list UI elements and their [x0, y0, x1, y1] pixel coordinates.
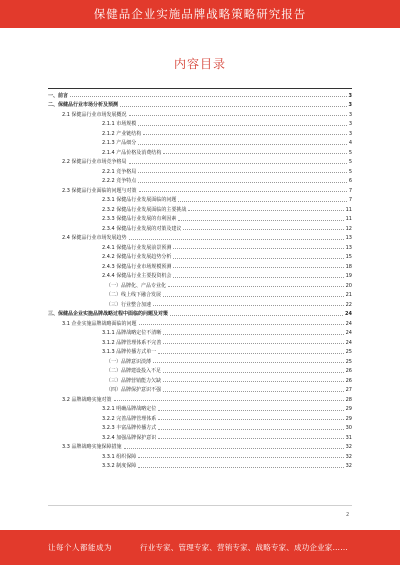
- toc-entry-page: 6: [348, 178, 352, 184]
- toc-entry-label: 2.2.1 竞争格局: [102, 168, 137, 175]
- toc-entry-page: 3: [348, 121, 352, 127]
- toc-entry-label: 2.3.1 保健品行业发展面临的问题: [102, 197, 177, 203]
- toc-leader-dots: [153, 305, 344, 306]
- toc-entry-label: （一）品牌意识淡薄: [106, 358, 152, 365]
- toc-entry-page: 29: [345, 415, 352, 422]
- toc-entry[interactable]: [48, 298, 352, 308]
- toc-entry[interactable]: [48, 184, 352, 194]
- toc-entry[interactable]: [48, 127, 352, 137]
- toc-entry-page: 24: [345, 339, 352, 346]
- toc-leader-dots: [139, 191, 347, 192]
- toc-title: 内容目录: [173, 57, 226, 71]
- toc-entry[interactable]: [48, 393, 352, 403]
- toc-entry-label: 2.1 保健品行业市场发展概况: [62, 111, 127, 118]
- toc-leader-dots: [163, 391, 344, 392]
- toc-entry-label: 二、保健品行业市场分析及预测: [48, 102, 119, 108]
- toc-entry[interactable]: [48, 260, 352, 270]
- toc-entry-page: 11: [345, 216, 352, 222]
- table-of-contents: [48, 89, 352, 469]
- toc-entry-page: 18: [345, 263, 352, 270]
- page-divider: [48, 505, 352, 506]
- toc-entry-page: 20: [345, 282, 352, 289]
- toc-leader-dots: [158, 429, 343, 430]
- toc-entry-label: 3.1.1 品牌战略定位不清晰: [102, 330, 162, 336]
- toc-entry-label: 2.4 保健品行业市场发展趋势: [62, 235, 127, 241]
- toc-entry[interactable]: [48, 308, 352, 318]
- toc-entry-page: 25: [345, 349, 352, 355]
- toc-entry-label: 2.3.4 保健品行业发展的对策及建议: [102, 225, 182, 232]
- toc-entry-label: 3.1.3 品牌传播方式单一: [102, 349, 157, 355]
- toc-entry-page: 25: [345, 358, 352, 365]
- toc-entry-page: 26: [345, 368, 352, 374]
- toc-entry[interactable]: [48, 222, 352, 232]
- toc-entry[interactable]: [48, 412, 352, 422]
- toc-leader-dots: [139, 324, 344, 325]
- toc-leader-dots: [129, 115, 347, 116]
- toc-entry-page: 24: [345, 311, 352, 317]
- toc-leader-dots: [163, 372, 344, 373]
- toc-leader-dots: [129, 239, 344, 240]
- page-header: [0, 0, 400, 28]
- toc-entry-page: 3: [348, 92, 352, 99]
- toc-entry-page: 30: [345, 425, 352, 431]
- toc-leader-dots: [163, 334, 343, 335]
- toc-entry[interactable]: [48, 89, 352, 99]
- toc-leader-dots: [129, 163, 347, 164]
- toc-entry-page: 13: [345, 235, 352, 241]
- toc-entry-page: 32: [345, 463, 352, 469]
- toc-leader-dots: [173, 248, 343, 249]
- page-footer: [0, 530, 400, 565]
- toc-entry[interactable]: [48, 146, 352, 156]
- toc-entry[interactable]: [48, 374, 352, 384]
- toc-entry[interactable]: [48, 441, 352, 451]
- toc-entry-label: 2.4.4 保健品行业主要投资机会: [102, 273, 172, 279]
- toc-entry-page: 7: [348, 197, 352, 203]
- toc-entry-label: （三）行业整合加速: [106, 301, 152, 308]
- toc-leader-dots: [114, 400, 344, 401]
- toc-entry-label: 3.3.2 制度保障: [102, 463, 137, 469]
- toc-entry-page: 19: [345, 273, 352, 279]
- toc-leader-dots: [70, 96, 347, 97]
- toc-leader-dots: [138, 144, 347, 145]
- toc-leader-dots: [173, 267, 343, 268]
- toc-entry[interactable]: [48, 346, 352, 356]
- toc-entry-label: （三）品牌营销能力欠缺: [106, 377, 162, 384]
- toc-leader-dots: [138, 457, 343, 458]
- toc-leader-dots: [163, 343, 343, 344]
- toc-entry[interactable]: [48, 108, 352, 118]
- toc-entry[interactable]: [48, 289, 352, 299]
- toc-entry[interactable]: [48, 279, 352, 289]
- toc-entry[interactable]: [48, 365, 352, 375]
- toc-entry-page: 3: [348, 102, 352, 108]
- toc-leader-dots: [143, 134, 347, 135]
- toc-entry[interactable]: [48, 450, 352, 460]
- toc-entry-label: 2.3 保健品行业面临的问题与对策: [62, 187, 137, 194]
- toc-entry-page: 32: [345, 453, 352, 460]
- toc-entry-label: 2.4.2 保健品行业发展趋势分析: [102, 254, 172, 260]
- toc-leader-dots: [153, 362, 344, 363]
- toc-entry-label: 3.3.1 组织保障: [102, 453, 137, 460]
- toc-entry-page: 7: [348, 187, 352, 194]
- toc-entry-label: （二）品牌建设投入不足: [106, 368, 162, 374]
- toc-entry-page: 26: [345, 377, 352, 384]
- toc-entry-page: 5: [348, 149, 352, 156]
- toc-entry-label: 2.1.1 市场规模: [102, 121, 137, 127]
- toc-entry-page: 5: [348, 168, 352, 175]
- toc-entry-page: 21: [345, 292, 352, 298]
- page-number: 2: [346, 512, 350, 518]
- toc-entry[interactable]: [48, 99, 352, 109]
- toc-entry-page: 12: [345, 225, 352, 232]
- toc-leader-dots: [173, 277, 343, 278]
- toc-entry-label: 2.2 保健品行业市场竞争格局: [62, 159, 127, 165]
- toc-leader-dots: [138, 125, 347, 126]
- toc-entry-label: （四）品牌保护意识不强: [106, 387, 162, 393]
- toc-leader-dots: [158, 410, 343, 411]
- toc-entry-label: 三、保健品企业实施品牌战略过程中面临的问题及对策: [48, 311, 169, 317]
- toc-leader-dots: [170, 315, 343, 316]
- toc-entry[interactable]: [48, 118, 352, 128]
- toc-entry[interactable]: [48, 355, 352, 365]
- toc-entry-label: 2.2.2 竞争特点: [102, 178, 137, 184]
- header-title: 保健品企业实施品牌战略策略研究报告: [93, 7, 307, 21]
- toc-leader-dots: [138, 182, 347, 183]
- toc-entry-page: 11: [345, 206, 352, 213]
- toc-entry-page: 3: [348, 130, 352, 137]
- toc-entry-label: （二）线上线下融合发展: [106, 292, 162, 298]
- toc-entry[interactable]: [48, 137, 352, 147]
- toc-leader-dots: [138, 467, 343, 468]
- toc-entry[interactable]: [48, 336, 352, 346]
- toc-entry[interactable]: [48, 156, 352, 166]
- toc-entry-label: 一、前言: [48, 92, 69, 99]
- toc-entry-label: 2.3.2 保健品行业发展面临的主要挑战: [102, 206, 187, 213]
- toc-entry-page: 31: [345, 434, 352, 441]
- toc-entry[interactable]: [48, 194, 352, 204]
- toc-entry[interactable]: [48, 327, 352, 337]
- toc-entry[interactable]: [48, 270, 352, 280]
- toc-leader-dots: [124, 448, 344, 449]
- toc-leader-dots: [178, 201, 346, 202]
- toc-entry-page: 24: [345, 330, 352, 336]
- toc-leader-dots: [158, 353, 343, 354]
- toc-entry-label: 2.1.2 产业链结构: [102, 130, 142, 137]
- toc-entry-label: 3.1 企业实施品牌战略面临的问题: [62, 320, 137, 327]
- toc-entry-page: 3: [348, 111, 352, 118]
- toc-leader-dots: [158, 419, 343, 420]
- toc-entry[interactable]: [48, 241, 352, 251]
- footer-slogan: 让每个人都能成为: [48, 543, 112, 552]
- toc-leader-dots: [163, 153, 346, 154]
- toc-entry-page: 32: [345, 444, 352, 450]
- toc-entry-label: （一）品牌化、产品专业化: [106, 282, 167, 289]
- toc-entry[interactable]: [48, 175, 352, 185]
- toc-entry-label: 3.2.4 加强品牌保护意识: [102, 434, 157, 441]
- toc-entry[interactable]: [48, 232, 352, 242]
- toc-entry[interactable]: [48, 422, 352, 432]
- toc-leader-dots: [183, 229, 343, 230]
- toc-entry-page: 29: [345, 406, 352, 412]
- toc-leader-dots: [173, 258, 343, 259]
- toc-entry-page: 5: [348, 159, 352, 165]
- toc-entry-label: 3.2.2 完善品牌管理体系: [102, 415, 157, 422]
- toc-entry-label: 2.4.1 保健品行业发展前景预测: [102, 244, 172, 251]
- toc-entry[interactable]: [48, 384, 352, 394]
- toc-entry-label: 2.3.3 保健品行业发展的有利因素: [102, 216, 177, 222]
- footer-roles: 行业专家、管理专家、营销专家、战略专家、成功企业家……: [140, 543, 348, 552]
- toc-leader-dots: [178, 220, 343, 221]
- toc-leader-dots: [163, 381, 344, 382]
- toc-entry-page: 27: [345, 387, 352, 393]
- toc-entry[interactable]: [48, 403, 352, 413]
- toc-leader-dots: [158, 438, 343, 439]
- toc-entry-label: 3.1.2 品牌管理体系不完善: [102, 339, 162, 346]
- toc-entry[interactable]: [48, 431, 352, 441]
- toc-entry-page: 13: [345, 244, 352, 251]
- toc-entry-label: 2.1.3 产品细分: [102, 140, 137, 146]
- toc-entry-label: 2.1.4 产品价格及消费结构: [102, 149, 162, 156]
- toc-leader-dots: [120, 106, 347, 107]
- toc-entry[interactable]: [48, 251, 352, 261]
- toc-entry[interactable]: [48, 203, 352, 213]
- toc-entry[interactable]: [48, 213, 352, 223]
- toc-entry-page: 28: [345, 396, 352, 403]
- toc-leader-dots: [168, 286, 344, 287]
- toc-entry[interactable]: [48, 317, 352, 327]
- toc-entry-page: 24: [345, 320, 352, 327]
- toc-leader-dots: [188, 210, 343, 211]
- toc-entry-label: 3.2.3 丰富品牌传播方式: [102, 425, 157, 431]
- toc-entry-label: 3.2.1 明确品牌战略定位: [102, 406, 157, 412]
- toc-entry-page: 22: [345, 301, 352, 308]
- toc-entry-label: 3.2 品牌战略实施对策: [62, 396, 112, 403]
- toc-entry[interactable]: [48, 165, 352, 175]
- toc-entry[interactable]: [48, 460, 352, 470]
- toc-leader-dots: [138, 172, 347, 173]
- toc-entry-page: 15: [345, 254, 352, 260]
- toc-entry-page: 4: [348, 140, 352, 146]
- toc-leader-dots: [163, 296, 344, 297]
- toc-entry-label: 3.3 品牌战略实施保障措施: [62, 444, 122, 450]
- toc-entry-label: 2.4.3 保健品行业市场规模预测: [102, 263, 172, 270]
